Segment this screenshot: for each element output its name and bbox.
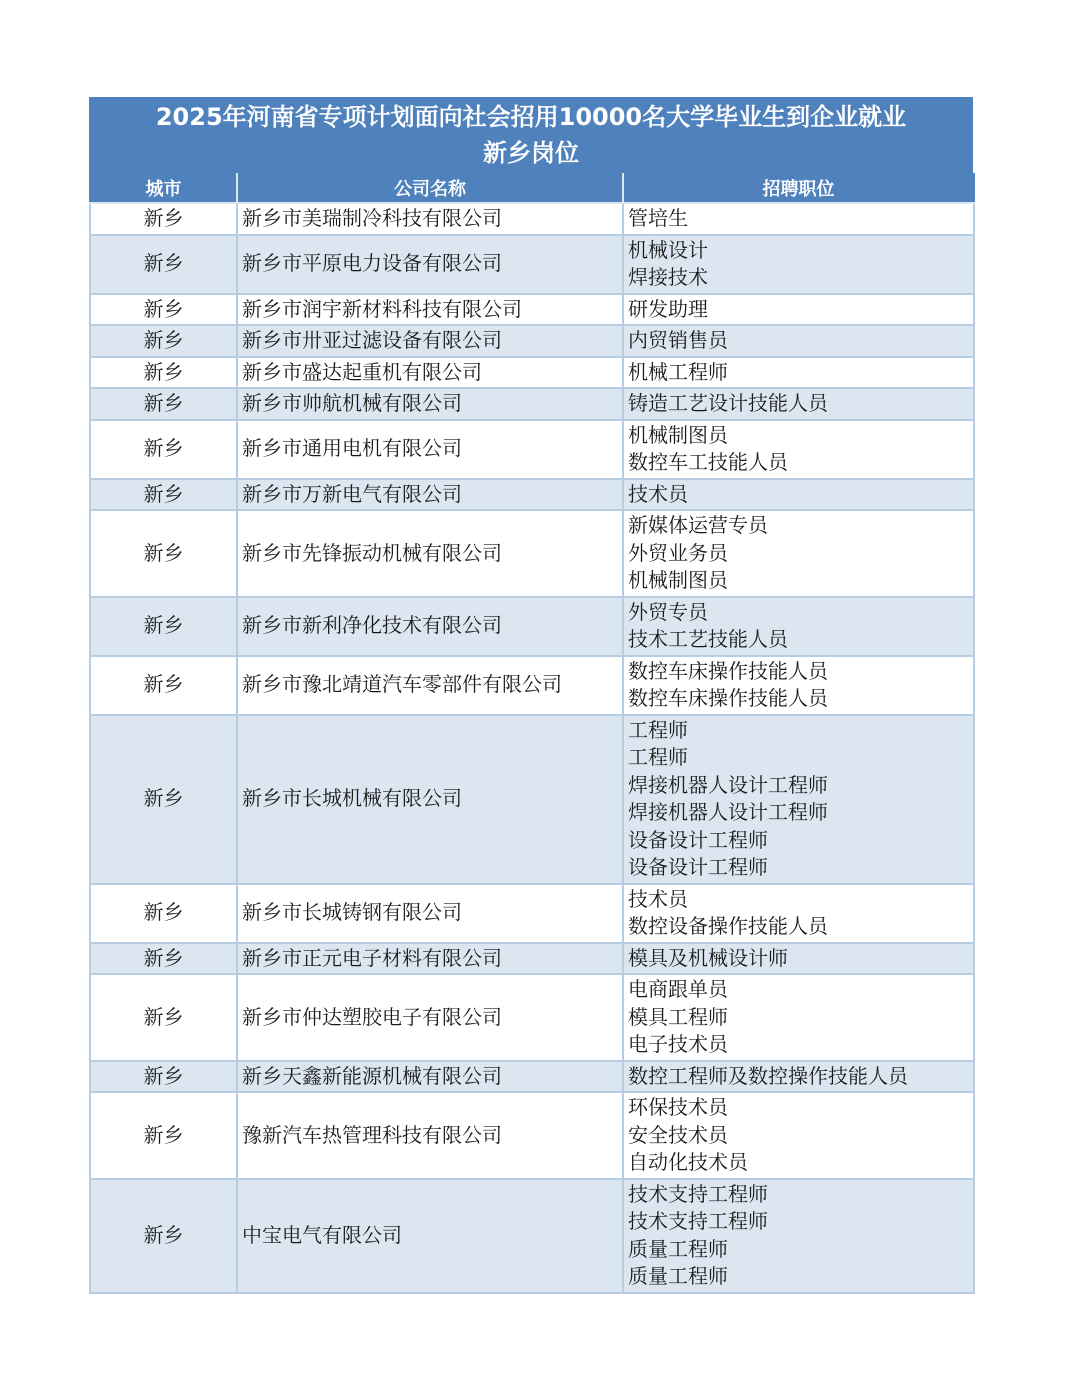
position-item: 数控车床操作技能人员 [628,658,828,683]
company-cell: 新乡市豫北靖道汽车零部件有限公司 [237,656,623,715]
company-cell: 中宝电气有限公司 [237,1179,623,1293]
position-item: 机械制图员 [628,568,728,592]
company-cell: 新乡市帅航机械有限公司 [237,388,623,420]
position-cell [623,943,974,975]
company-cell: 新乡市美瑞制冷科技有限公司 [237,203,623,235]
position-cell [623,715,974,884]
position-item: 外贸专员 [628,599,708,624]
city-cell: 新乡 [90,203,237,235]
position-item: 外贸业务员 [628,540,728,565]
city-cell: 新乡 [90,325,237,357]
company-cell: 新乡市新利净化技术有限公司 [237,597,623,656]
position-item: 焊接技术 [628,265,708,289]
position-item: 技术支持工程师 [628,1209,768,1233]
city-cell: 新乡 [90,420,237,479]
position-item: 环保技术员 [628,1095,728,1119]
city-cell: 新乡 [90,656,237,715]
position-item: 安全技术员 [628,1122,728,1147]
table-row [90,597,974,656]
position-cell [623,357,974,389]
company-cell: 新乡市长城铸钢有限公司 [237,884,623,943]
company-cell: 新乡市万新电气有限公司 [237,479,623,511]
position-item: 研发助理 [628,296,708,321]
position-item: 质量工程师 [628,1264,728,1288]
position-cell [623,656,974,715]
city-cell: 新乡 [90,357,237,389]
position-cell [623,1179,974,1293]
position-cell [623,974,974,1061]
position-item: 数控车工技能人员 [628,450,788,474]
city-cell: 新乡 [90,510,237,597]
position-item: 内贸销售员 [628,328,728,352]
position-item: 模具及机械设计师 [628,945,788,970]
city-cell: 新乡 [90,943,237,975]
title-line-1: 2025年河南省专项计划面向社会招用10000名大学毕业生到企业就业 [155,103,907,131]
city-cell: 新乡 [90,479,237,511]
position-item: 新媒体运营专员 [628,513,768,537]
company-cell: 新乡市仲达塑胶电子有限公司 [237,974,623,1061]
table-row [90,479,974,511]
sheet-title [89,97,973,173]
position-item: 技术支持工程师 [628,1181,768,1206]
city-cell: 新乡 [90,294,237,326]
city-cell: 新乡 [90,235,237,294]
company-cell: 新乡市长城机械有限公司 [237,715,623,884]
position-item: 设备设计工程师 [628,827,768,852]
position-item: 电子技术员 [628,1032,728,1056]
position-cell [623,1092,974,1179]
title-line-2: 新乡岗位 [483,139,579,167]
position-item: 管培生 [628,206,688,230]
table-row [90,420,974,479]
position-cell [623,597,974,656]
position-item: 机械工程师 [628,359,728,384]
position-item: 机械制图员 [628,422,728,447]
table-row [90,325,974,357]
company-cell: 新乡市卅亚过滤设备有限公司 [237,325,623,357]
city-cell: 新乡 [90,974,237,1061]
table-row [90,943,974,975]
city-cell: 新乡 [90,388,237,420]
position-item: 设备设计工程师 [628,855,768,879]
city-cell: 新乡 [90,884,237,943]
header-city: 城市 [90,173,237,203]
position-cell [623,479,974,511]
table-row [90,294,974,326]
table-row [90,884,974,943]
table-row [90,656,974,715]
position-item: 数控设备操作技能人员 [628,914,828,938]
table-body [90,203,974,1293]
position-cell [623,1061,974,1093]
position-item: 质量工程师 [628,1236,728,1261]
position-cell [623,294,974,326]
position-cell [623,388,974,420]
position-item: 工程师 [628,717,688,742]
position-item: 电商跟单员 [628,977,728,1001]
table-row [90,715,974,884]
city-cell: 新乡 [90,715,237,884]
table-row [90,1179,974,1293]
table-row [90,235,974,294]
position-item: 技术工艺技能人员 [628,627,788,651]
table-row [90,1092,974,1179]
company-cell: 新乡市正元电子材料有限公司 [237,943,623,975]
company-cell: 新乡市平原电力设备有限公司 [237,235,623,294]
jobs-table [89,173,975,1294]
city-cell: 新乡 [90,1061,237,1093]
position-item: 模具工程师 [628,1004,728,1029]
table-row [90,510,974,597]
position-item: 技术员 [628,886,688,911]
position-item: 数控车床操作技能人员 [628,686,828,710]
table-row [90,357,974,389]
table-row [90,388,974,420]
position-item: 工程师 [628,745,688,769]
position-cell [623,235,974,294]
table-row [90,974,974,1061]
company-cell: 新乡市通用电机有限公司 [237,420,623,479]
position-item: 技术员 [628,481,688,506]
company-cell: 新乡天鑫新能源机械有限公司 [237,1061,623,1093]
position-item: 铸造工艺设计技能人员 [628,391,828,415]
position-item: 焊接机器人设计工程师 [628,800,828,824]
position-cell [623,325,974,357]
header-row [90,173,974,203]
position-cell [623,203,974,235]
table-row [90,203,974,235]
city-cell: 新乡 [90,1179,237,1293]
company-cell: 新乡市盛达起重机有限公司 [237,357,623,389]
city-cell: 新乡 [90,1092,237,1179]
position-cell [623,884,974,943]
position-item: 数控工程师及数控操作技能人员 [628,1063,908,1088]
header-company: 公司名称 [237,173,623,203]
position-item: 焊接机器人设计工程师 [628,772,828,797]
position-item: 机械设计 [628,237,708,262]
city-cell: 新乡 [90,597,237,656]
company-cell: 豫新汽车热管理科技有限公司 [237,1092,623,1179]
position-cell [623,420,974,479]
position-item: 自动化技术员 [628,1150,748,1174]
company-cell: 新乡市润宇新材料科技有限公司 [237,294,623,326]
table-row [90,1061,974,1093]
header-position: 招聘职位 [623,173,974,203]
recruitment-sheet [89,97,973,1294]
company-cell: 新乡市先锋振动机械有限公司 [237,510,623,597]
position-cell [623,510,974,597]
